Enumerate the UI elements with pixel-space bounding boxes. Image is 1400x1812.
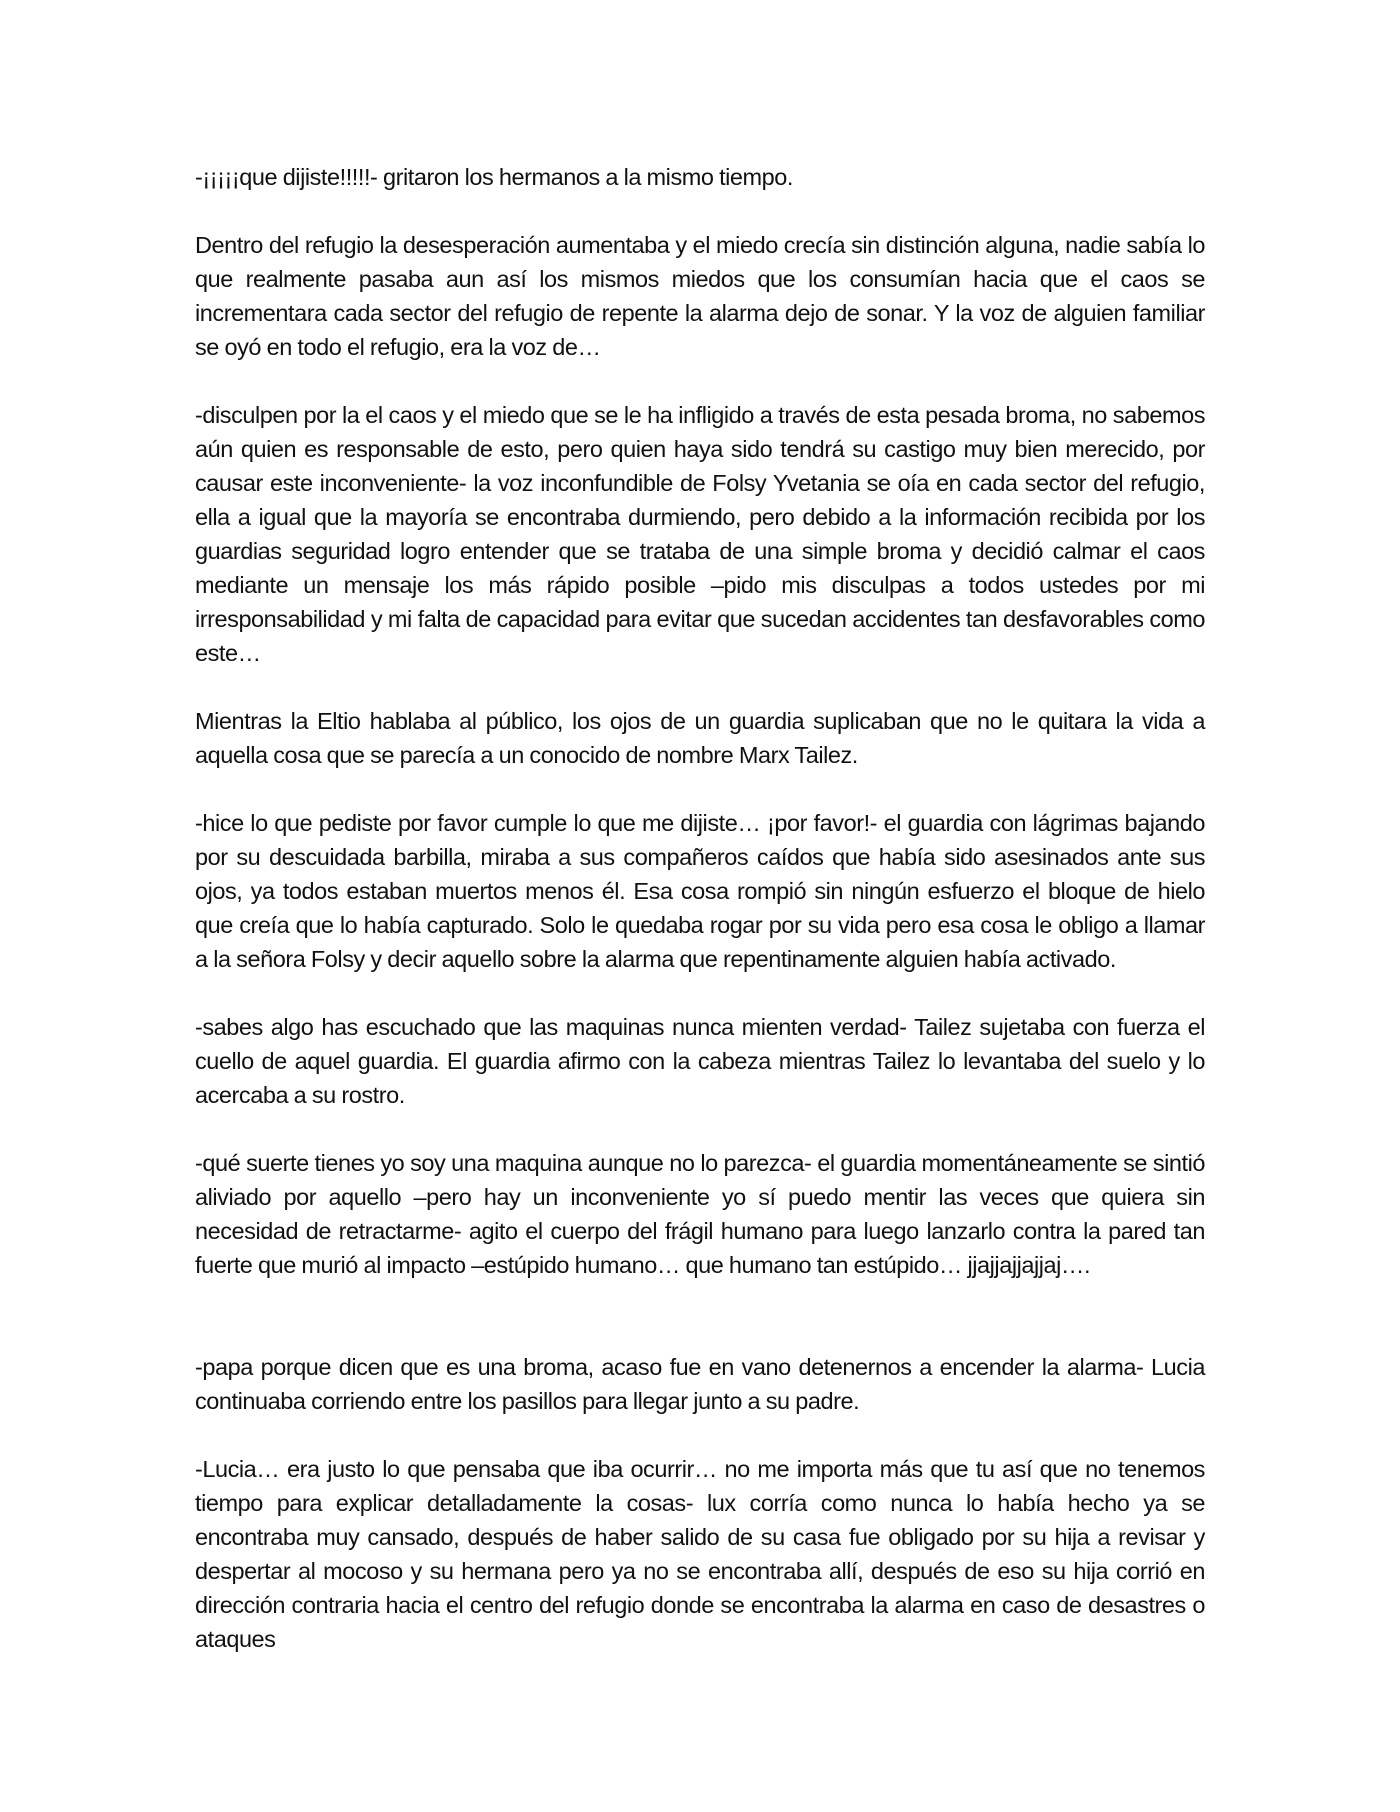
paragraph-eltio-guardia: Mientras la Eltio hablaba al público, los ojos de un guardia suplicaban que no le quitara la vida a aquella cosa que se parecía a un conocido de nombre Marx Tailez. bbox=[195, 708, 1205, 768]
paragraph-sabes-algo: -sabes algo has escuchado que las maquinas nunca mienten verdad- Tailez sujetaba con fuerza el cuello de aquel guardia. El guardia afirmo con la cabeza mientras Tailez lo levantaba del suelo y lo acercaba a su rostro. bbox=[195, 1014, 1205, 1108]
paragraph-refugio-desesperacion: Dentro del refugio la desesperación aumentaba y el miedo crecía sin distinción alguna, nadie sabía lo que realmente pasaba aun así los mismos miedos que los consumían hacia que el caos se incrementara cada sector del refugio de repente la alarma dejo de sonar. Y la voz de alguien familiar se oyó en todo el refugio, era la voz de… bbox=[195, 232, 1205, 360]
paragraph-lucia-lux: -Lucia… era justo lo que pensaba que iba ocurrir… no me importa más que tu así que no tenemos tiempo para explicar detalladamente la cosas- lux corría como nunca lo había hecho ya se encontraba muy cansado, después de haber salido de su casa fue obligado por su hija a revisar y despertar al mocoso y su hermana pero ya no se encontraba allí, después de eso su hija corrió en dirección contraria hacia el centro del refugio donde se encontraba la alarma en caso de desastres o ataques bbox=[195, 1456, 1205, 1652]
paragraph-hice-lo-que-pediste: -hice lo que pediste por favor cumple lo que me dijiste… ¡por favor!- el guardia con lágrimas bajando por su descuidada barbilla, miraba a sus compañeros caídos que había sido asesinados ante sus ojos, ya todos estaban muertos menos él. Esa cosa rompió sin ningún esfuerzo el bloque de hielo que creía que lo había capturado. Solo le quedaba rogar por su vida pero esa cosa le obligo a llamar a la señora Folsy y decir aquello sobre la alarma que repentinamente alguien había activado. bbox=[195, 810, 1205, 972]
paragraph-papa-broma: -papa porque dicen que es una broma, acaso fue en vano detenernos a encender la alarma- Lucia continuaba corriendo entre los pasillos para llegar junto a su padre. bbox=[195, 1354, 1205, 1414]
paragraph-que-suerte: -qué suerte tienes yo soy una maquina aunque no lo parezca- el guardia momentáneamente se sintió aliviado por aquello –pero hay un inconveniente yo sí puedo mentir las veces que quiera sin necesidad de retractarme- agito el cuerpo del frágil humano para luego lanzarlo contra la pared tan fuerte que murió al impacto –estúpido humano… que humano tan estúpido… jjajjajjajjaj…. bbox=[195, 1150, 1205, 1278]
paragraph-disculpen-folsy: -disculpen por la el caos y el miedo que se le ha infligido a través de esta pesada broma, no sabemos aún quien es responsable de esto, pero quien haya sido tendrá su castigo muy bien merecido, por causar este inconveniente- la voz inconfundible de Folsy Yvetania se oía en cada sector del refugio, ella a igual que la mayoría se encontraba durmiendo, pero debido a la información recibida por los guardias seguridad logro entender que se trataba de una simple broma y decidió calmar el caos mediante un mensaje los más rápido posible –pido mis disculpas a todos ustedes por mi irresponsabilidad y mi falta de capacidad para evitar que sucedan accidentes tan desfavorables como este… bbox=[195, 402, 1205, 666]
paragraph-dialogue-brothers: -¡¡¡¡¡que dijiste!!!!!- gritaron los hermanos a la mismo tiempo. bbox=[195, 164, 793, 190]
document-body bbox=[195, 160, 1205, 1690]
